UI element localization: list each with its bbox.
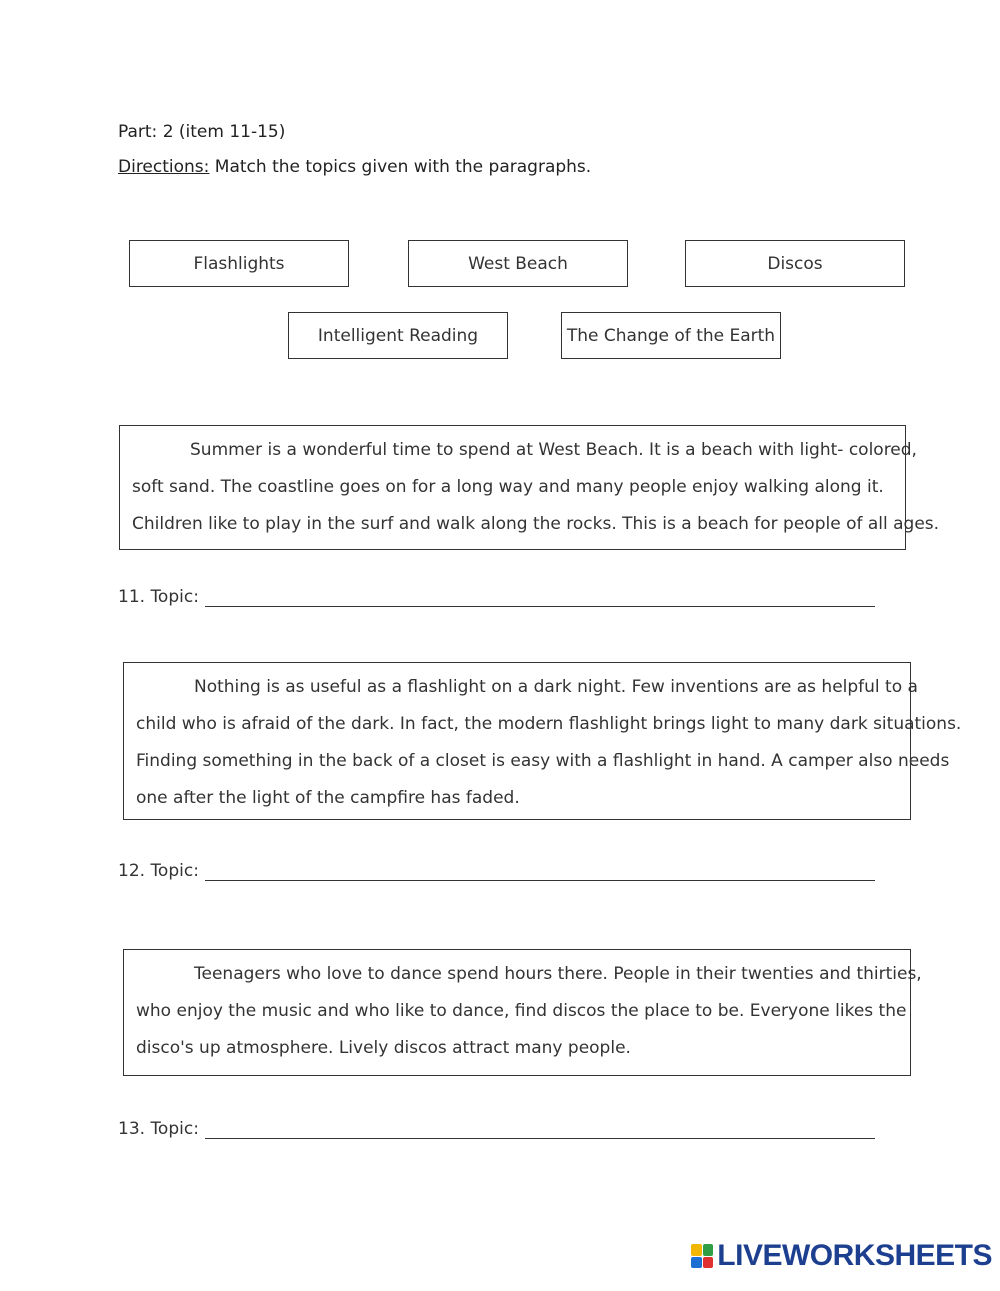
paragraph-line: Summer is a wonderful time to spend at West Beach. It is a beach with light- colored, [190,440,917,460]
logo-square [703,1244,714,1256]
part-title: Part: 2 (item 11-15) [118,122,286,142]
answer-label-11: 11. Topic: [118,587,199,607]
liveworksheets-logo[interactable] [691,1239,992,1273]
answer-row-11 [118,584,875,607]
answer-label-12: 12. Topic: [118,861,199,881]
topic-box-discos: Discos [685,240,905,287]
topic-box-west-beach: West Beach [408,240,628,287]
logo-square [703,1257,714,1269]
directions [118,157,591,177]
paragraph-line: Finding something in the back of a closet is easy with a flashlight in hand. A camper also needs [136,751,950,771]
logo-square [691,1257,702,1269]
paragraph-line: child who is afraid of the dark. In fact, the modern flashlight brings light to many dark situations. [136,714,962,734]
paragraph-line: one after the light of the campfire has faded. [136,788,520,808]
paragraph-box-1 [119,425,940,550]
answer-input-12[interactable] [205,858,875,881]
directions-text: Match the topics given with the paragraphs. [209,157,592,177]
paragraph-line: who enjoy the music and who like to dance, find discos the place to be. Everyone likes the [136,1001,907,1021]
paragraph-line: disco's up atmosphere. Lively discos attract many people. [136,1038,631,1058]
answer-input-11[interactable] [205,584,875,607]
topic-box-flashlights: Flashlights [129,240,349,287]
logo-text: LIVEWORKSHEETS [717,1239,992,1272]
paragraph-box-2 [123,662,962,820]
topic-box-intelligent-reading: Intelligent Reading [288,312,508,359]
answer-row-12 [118,858,875,881]
directions-label: Directions: [118,157,210,177]
logo-square [691,1244,702,1256]
answer-label-13: 13. Topic: [118,1119,199,1139]
paragraph-line: soft sand. The coastline goes on for a long way and many people enjoy walking along it. [132,477,884,497]
liveworksheets-logo-icon [691,1244,713,1268]
paragraph-line: Nothing is as useful as a flashlight on a dark night. Few inventions are as helpful to a [194,677,918,697]
answer-row-13 [118,1116,875,1139]
answer-input-13[interactable] [205,1116,875,1139]
paragraph-line: Teenagers who love to dance spend hours there. People in their twenties and thirties, [194,964,922,984]
paragraph-line: Children like to play in the surf and walk along the rocks. This is a beach for people of all ages. [132,514,940,534]
paragraph-box-3 [123,949,922,1076]
topic-box-change-of-earth: The Change of the Earth [561,312,781,359]
